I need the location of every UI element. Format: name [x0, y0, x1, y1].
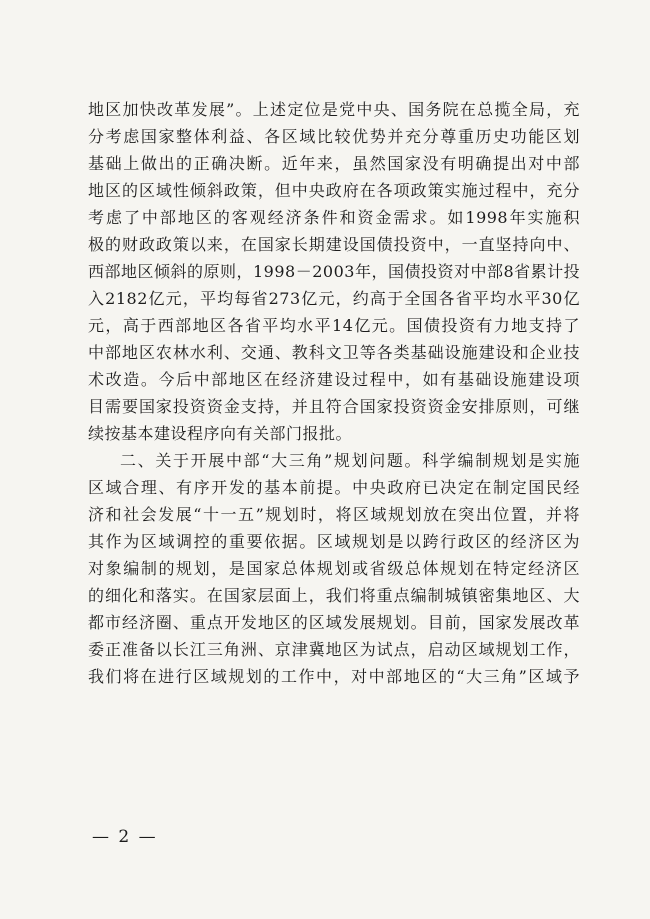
text-line: 其作为区域调控的重要依据。区域规划是以跨行政区的经济区为 — [88, 532, 580, 551]
text-line: 目需要国家投资资金支持，并且符合国家投资资金安排原则，可继 — [88, 397, 580, 416]
text-line: 基础上做出的正确决断。近年来，虽然国家没有明确提出对中部 — [88, 154, 580, 173]
text-line: 对象编制的规划，是国家总体规划或省级总体规划在特定经济区 — [88, 559, 580, 578]
text-line: 入2182亿元，平均每省273亿元，约高于全国各省平均水平30亿 — [88, 289, 580, 308]
paragraph-2 — [88, 447, 580, 690]
text-line: 中部地区农林水利、交通、教科文卫等各类基础设施建设和企业技 — [88, 343, 580, 362]
text-line: 续按基本建设程序向有关部门报批。 — [88, 424, 353, 443]
text-line: 西部地区倾斜的原则，1998－2003年，国债投资对中部8省累计投 — [88, 262, 581, 281]
text-line: 我们将在进行区域规划的工作中，对中部地区的“大三角”区域予 — [88, 667, 580, 686]
text-line: 的细化和落实。在国家层面上，我们将重点编制城镇密集地区、大 — [88, 586, 580, 605]
text-line: 委正准备以长江三角洲、京津冀地区为试点，启动区域规划工作， — [88, 640, 580, 659]
text-line: 区域合理、有序开发的基本前提。中央政府已决定在制定国民经 — [88, 478, 580, 497]
text-line: 都市经济圈、重点开发地区的区域发展规划。目前，国家发展改革 — [88, 613, 580, 632]
text-line: 考虑了中部地区的客观经济条件和资金需求。如1998年实施积 — [88, 208, 580, 227]
text-line: 济和社会发展“十一五”规划时，将区域规划放在突出位置，并将 — [88, 505, 580, 524]
text-line: 术改造。今后中部地区在经济建设过程中，如有基础设施建设项 — [88, 370, 580, 389]
text-line: 元，高于西部地区各省平均水平14亿元。国债投资有力地支持了 — [88, 316, 580, 335]
text-line: 分考虑国家整体利益、各区域比较优势并充分尊重历史功能区划 — [88, 127, 580, 146]
text-line: 二、关于开展中部“大三角”规划问题。科学编制规划是实施 — [120, 451, 580, 470]
page-number: — 2 — — [92, 827, 158, 847]
document-body — [88, 96, 580, 690]
text-line: 极的财政政策以来，在国家长期建设国债投资中，一直坚持向中、 — [88, 235, 580, 254]
text-line: 地区的区域性倾斜政策，但中央政府在各项政策实施过程中，充分 — [88, 181, 580, 200]
text-line: 地区加快改革发展”。上述定位是党中央、国务院在总揽全局，充 — [88, 100, 580, 119]
paragraph-1 — [88, 96, 580, 447]
